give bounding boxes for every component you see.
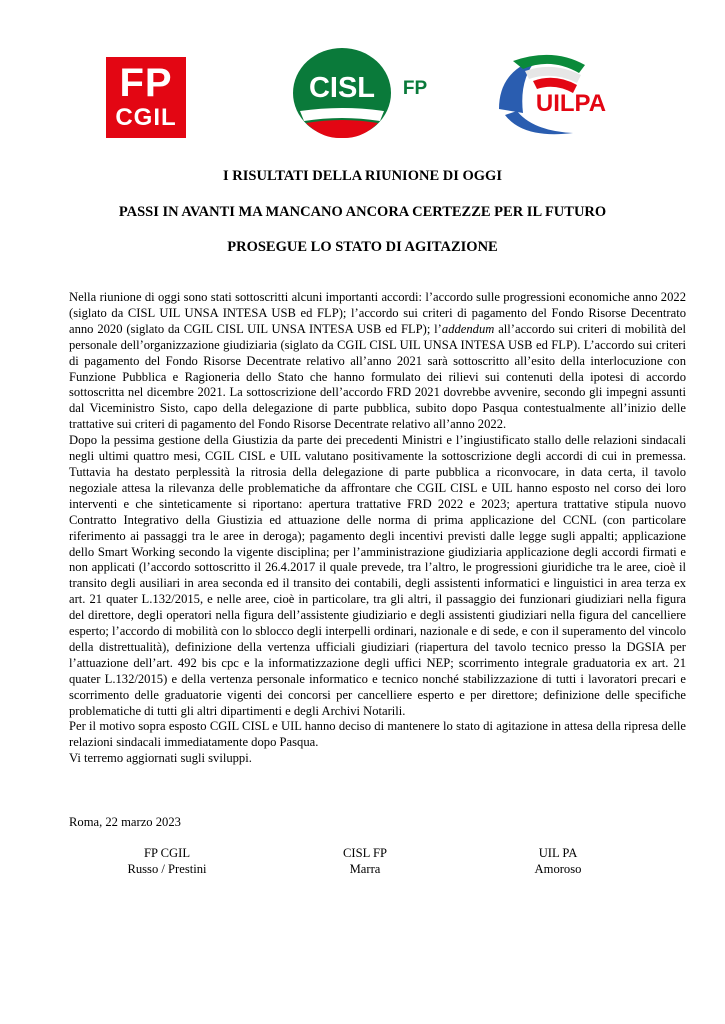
fp-cgil-logo-line1: FP [119, 61, 173, 105]
signature-fp-cgil [87, 845, 247, 877]
signature-uil-pa [478, 845, 638, 877]
uil-pa-logo [493, 53, 625, 138]
title-line-1: I RISULTATI DELLA RIUNIONE DI OGGI [223, 168, 502, 184]
paragraph-3: Per il motivo sopra esposto CGIL CISL e UIL hanno deciso di mantenere lo stato di agitazione in attesa della ripresa delle relazioni sindacali immediatamente dopo Pasqua. [69, 719, 686, 750]
paragraph-1-part-b: all’accordo sui criteri di mobilità del personale dell’organizzazione giudiziaria (siglato da CGIL CISL UIL UNSA INTESA USB ed FLP). L’accordo sui criteri di pagamento del Fondo Risorse Decentrate relativo all’anno 2021 sarà sottoscritto all’esito della interlocuzione con Funzione Pubblica e Ragioneria dello Stato che hanno formulato dei rilievi sui contenuti della ipotesi di accordo sottoscritta nel dicembre 2021. La sottoscrizione dell’accordo FRD 2021 dovrebbe avvenire, secondo gli impegni assunti dal Viceministro Sisto, capo della delegazione di parte pubblica, subito dopo Pasqua contestualmente all’inizio delle trattative sui criteri di pagamento del Fondo Risorse Decentrate relativo all’anno 2022. [69, 321, 686, 432]
title-line-3: PROSEGUE LO STATO DI AGITAZIONE [227, 239, 498, 255]
fp-cgil-logo-line2: CGIL [115, 104, 177, 131]
paragraph-2: Dopo la pessima gestione della Giustizia da parte dei precedenti Ministri e l’ingiustificato stallo delle relazioni sindacali negli ultimi quattro mesi, CGIL CISL e UIL valutano positivamente la sottoscrizione degli accordi di cui in premessa. Tuttavia ha destato perplessità la ritrosia della delegazione di parte pubblica a riconvocare, in data certa, il tavolo negoziale attesa la rilevanza delle problematiche da affrontare che CGIL CISL e UIL hanno esposto nel corso dei loro interventi e che sinteticamente si riportano: apertura trattative FRD 2022 e 2023; apertura trattative stipula nuovo Contratto Integrativo della Giustizia ed attuazione delle norma di prima applicazione del CCNL (con particolare riferimento ai passaggi tra le aree in deroga); pagamento degli incentivi previsti dalle legge sugli appalti; applicazione dello Smart Working secondo la vigente disciplina; per l’amministrazione giudiziaria applicazione degli accordi firmati e non applicati (l’accordo sottoscritto il 26.4.2017 il quale prevede, tra l’altro, le progressioni giuridiche tra le aree, cioè il transito degli ausiliari in area seconda ed il transito dei contabili, degli assistenti informatici e linguistici in area terza ex art. 21 quater L.132/2015, e nelle aree, cioè in particolare, tra gli altri, il passaggio dei funzionari giudiziari nella figura del direttore, degli operatori nella figura dell’assistente giudiziario e degli assistenti giudiziari nella figura del cancelliere esperto; l’accordo di mobilità con lo sblocco degli interpelli ordinari, nazionale e di sede, e con il superamento del vincolo della distrettualità), definizione della vertenza ufficiali giudiziari (riapertura del tavolo tecnico presso la DGSIA per l’attuazione dell’art. 492 bis cpc e la informatizzazione degli uffici NEP; scorrimento integrale graduatoria ex art. 21 quater L.132/2015) e della vertenza personale informatico e tecnico nonché stabilizzazione di tutti i lavoratori precari e scorrimento delle graduatorie vigenti dei concorsi per cancelliere esperto e per direttore; definizione delle specifiche problematiche di tutti gli altri dipartimenti e degli Archivi Notarili. [69, 433, 686, 718]
date-line: Roma, 22 marzo 2023 [69, 815, 181, 829]
signature-names: Russo / Prestini [127, 862, 207, 876]
signature-org: FP CGIL [143, 846, 191, 860]
paragraph-1 [69, 290, 686, 433]
signature-org: UIL PA [538, 846, 578, 860]
cisl-fp-suffix: FP [402, 78, 428, 99]
cisl-fp-logo [292, 47, 437, 139]
cisl-logo-text: CISL [308, 72, 376, 104]
addendum-italic: addendum [441, 321, 495, 336]
fp-cgil-logo [106, 57, 186, 138]
body-text [69, 290, 686, 767]
paragraph-1-part-a: Nella riunione di oggi sono stati sottoscritti alcuni importanti accordi: l’accordo sulle progressioni economiche anno 2022 (siglato da CISL UIL UNSA INTESA USB ed FLP); l’accordo sui criteri di pagamento del Fondo Risorse Decentrato anno 2020 (siglato da CGIL CISL UIL UNSA INTESA USB ed FLP); l’ [69, 290, 686, 336]
signature-cisl-fp [285, 845, 445, 877]
signature-names: Amoroso [534, 862, 582, 876]
paragraph-4: Vi terremo aggiornati sugli sviluppi. [69, 751, 252, 766]
title-line-2: PASSI IN AVANTI MA MANCANO ANCORA CERTEZZE PER IL FUTURO [118, 204, 607, 220]
uil-pa-logo-text: UILPA [535, 90, 607, 117]
signature-names: Marra [349, 862, 381, 876]
signature-org: CISL FP [343, 846, 387, 860]
